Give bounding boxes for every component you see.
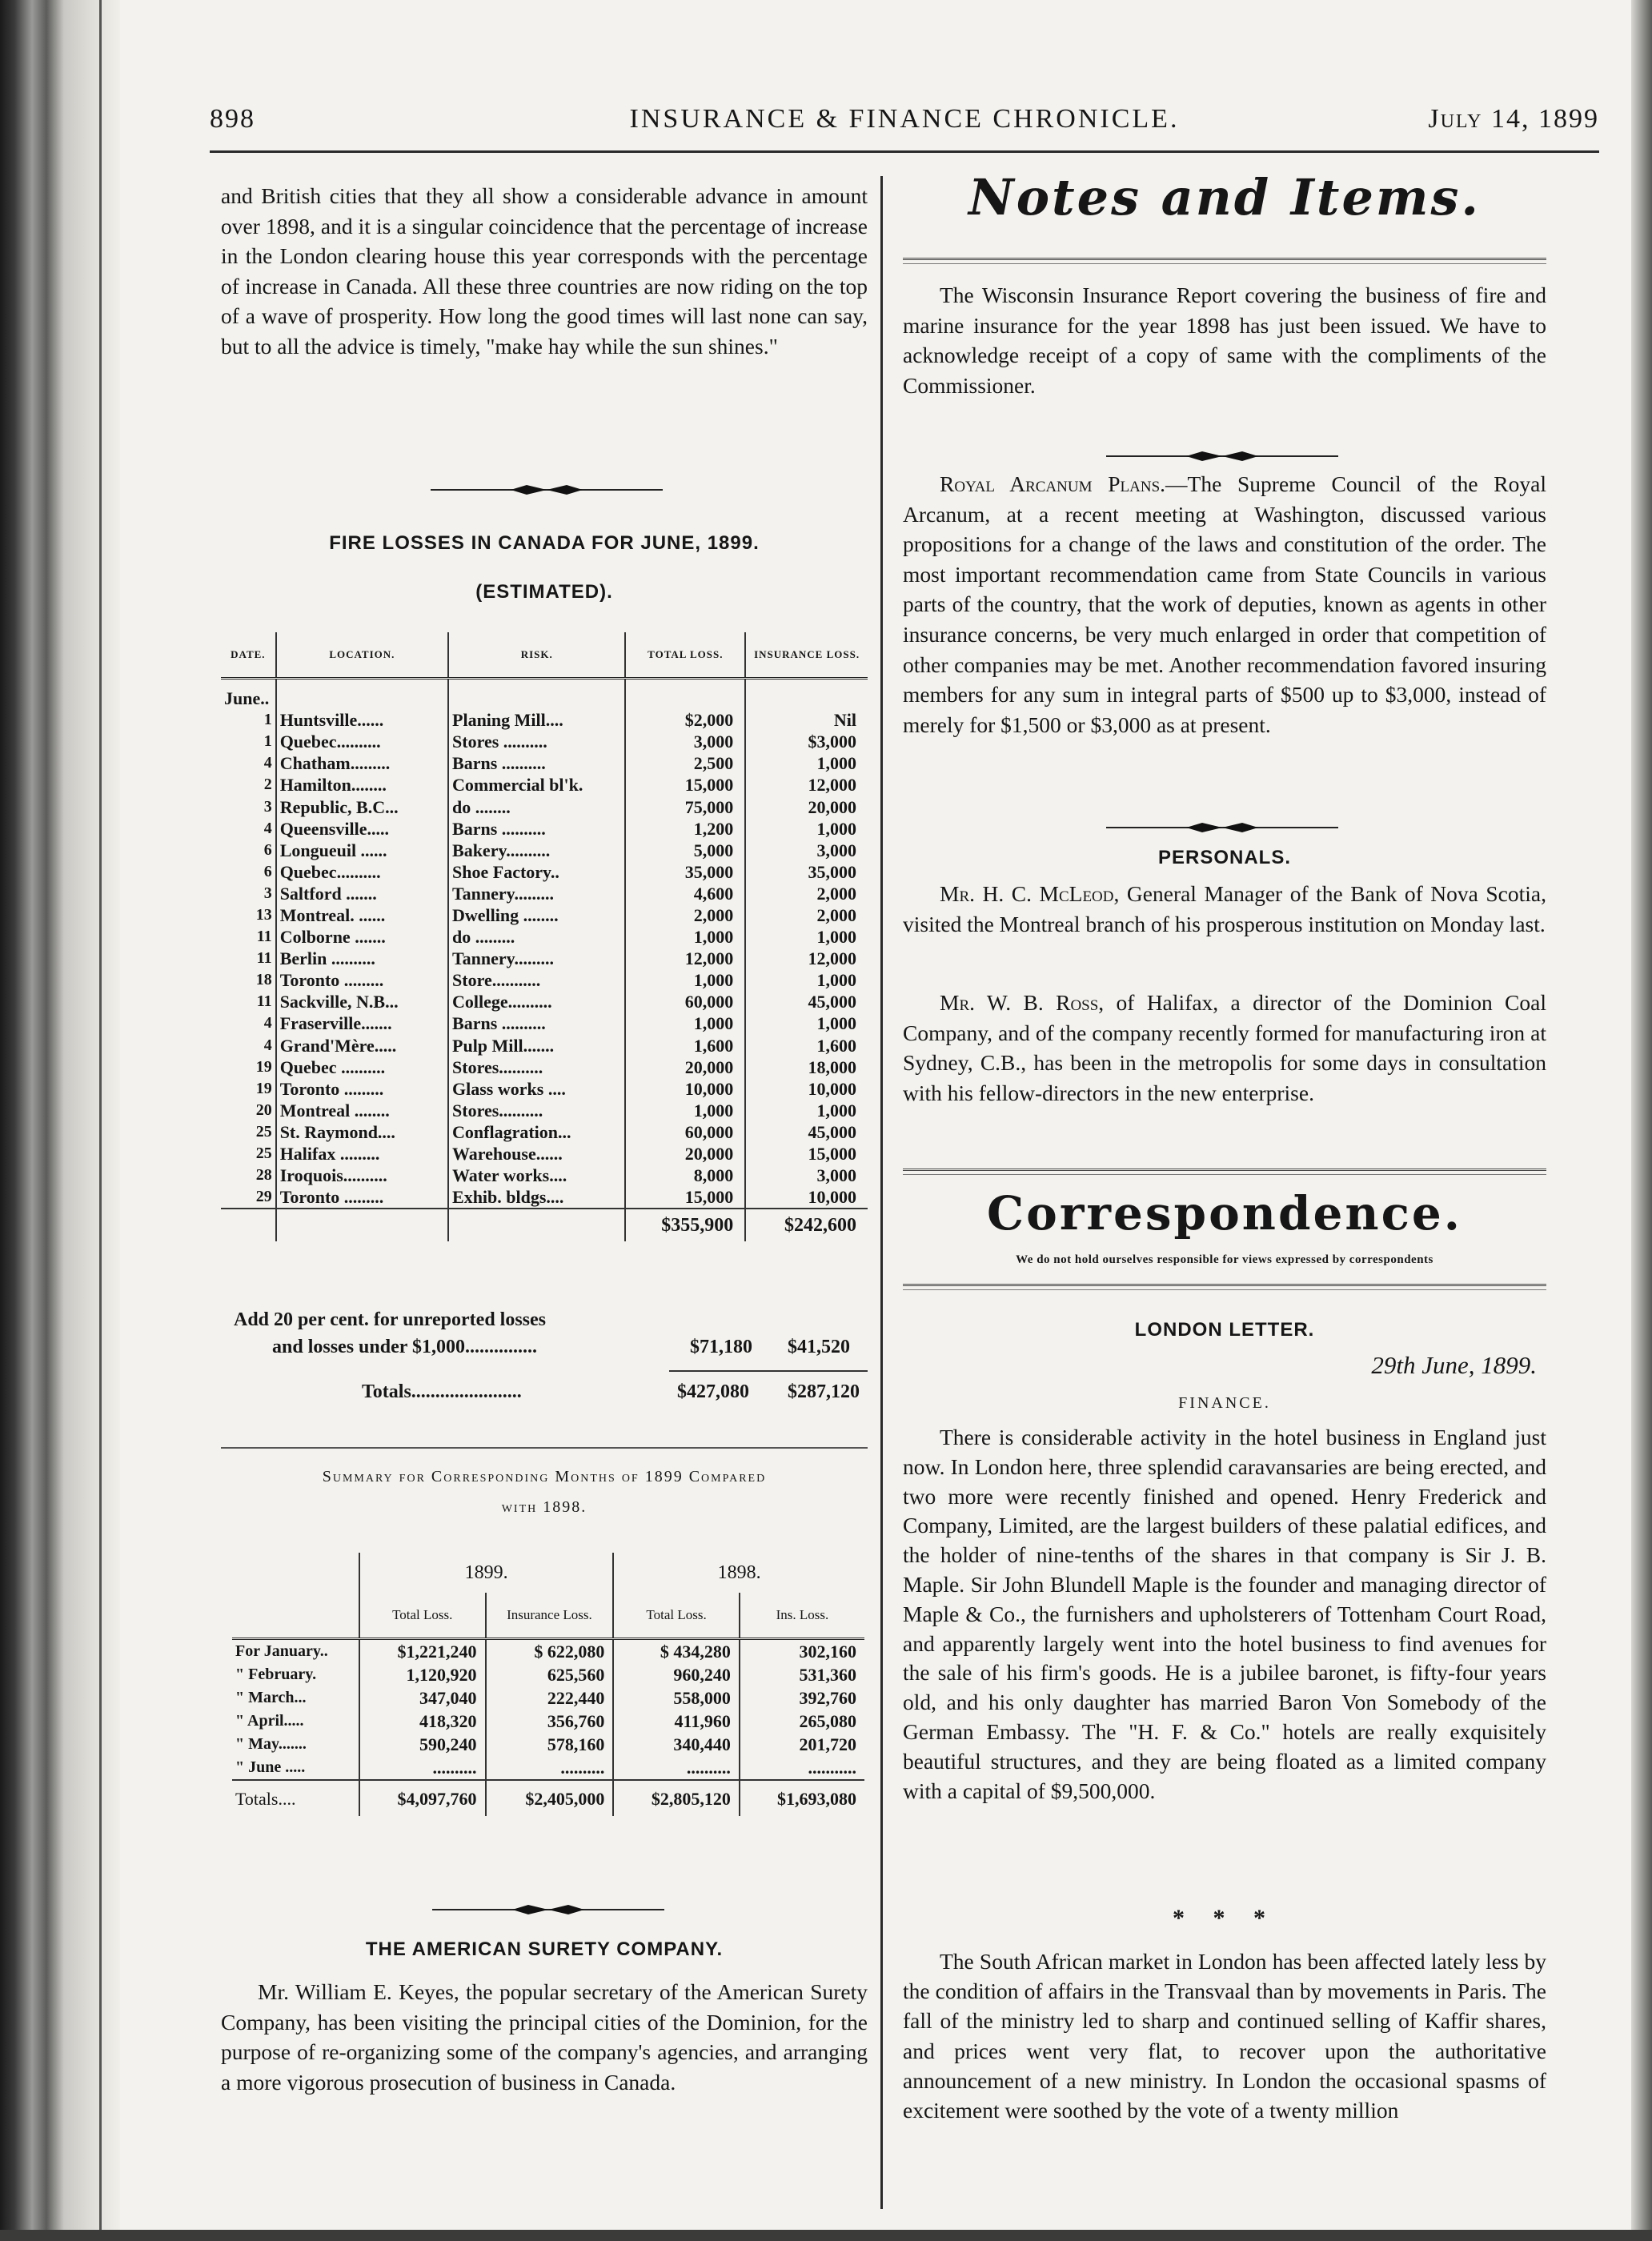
risk-cell: Commercial bl'k. [448, 774, 625, 796]
issue-date: July 14, 1899 [1428, 104, 1599, 134]
total-loss-cell: 1,000 [625, 926, 745, 948]
totals-rule [669, 1370, 868, 1372]
risk-cell: do ......... [448, 926, 625, 948]
ins-loss-1898-cell: 392,760 [799, 1688, 856, 1708]
ins-loss-1899-cell: 625,560 [486, 1663, 614, 1686]
risk-cell: Barns .......... [448, 752, 625, 774]
date-cell: 3 [221, 796, 276, 817]
sub-total-loss-1898: Total Loss. [613, 1593, 740, 1639]
risk-cell: Warehouse...... [448, 1143, 625, 1165]
table-row [221, 948, 868, 969]
location-cell: Republic, B.C... [276, 796, 448, 817]
fire-losses-table [221, 632, 868, 1241]
risk-cell: Conflagration... [448, 1121, 625, 1143]
total-loss-1899-cell: 418,320 [359, 1710, 486, 1733]
location-cell: Huntsville...... [276, 709, 448, 731]
arcanum-lead: Royal Arcanum Plans. [940, 471, 1166, 496]
ross-text: of Halifax, a director of the Dominion Coal Company, and of the company recently formed for manufacturing iron at Sydney, C.B., has been in the metropolis for some days in consultation with his fellow-directors in the new enterprise. [903, 990, 1546, 1105]
ins-loss-1898-cell: 531,360 [799, 1665, 856, 1685]
insurance-loss-cell: 3,000 [816, 840, 856, 860]
total-loss-1899-cell: 347,040 [359, 1686, 486, 1710]
table-row [221, 774, 868, 796]
date-cell: 6 [221, 861, 276, 883]
table-row [221, 1165, 868, 1186]
date-cell: 25 [221, 1121, 276, 1143]
col-date: DATE. [221, 632, 276, 679]
arcanum-paragraph [903, 469, 1546, 740]
ins-loss-1899-cell: 356,760 [486, 1710, 614, 1733]
heading-rule [903, 258, 1546, 264]
month-label: June.. [221, 679, 276, 710]
london-paragraph-1: There is considerable activity in the hotel business in England just now. In London here, three splendid caravansaries are being erected, and two more were recently finished and opened. Henry Frederick and Company, Limited, are the largest builders of these palatial edifices, and the holder of nine-tenths of the shares in that company is Sir J. B. Maple. Sir John Blundell Maple is the founder and managing director of Maple & Co., the furnishers and upholsterers of Tottenham Court Road, and apparently largely went into the hotel business to find avenues for the sale of his firm's goods. He is a jubilee baronet, is fifty-four years old, and his only daughter has married Baron Von Somebody of the German Embassy. The "H. F. & Co." hotels are really exquisitely beautiful structures, and they are being floated as a limited company with a capital of $9,500,000. [903, 1425, 1546, 1803]
date-cell: 4 [221, 818, 276, 840]
section-rule [903, 1169, 1546, 1175]
location-cell: Quebec .......... [276, 1056, 448, 1078]
summary-total-label: Totals.... [232, 1780, 359, 1816]
total-loss-1898-cell: 340,440 [613, 1733, 740, 1756]
table-row [221, 679, 868, 710]
summary-total-1899: $4,097,760 [359, 1780, 486, 1816]
table-row [221, 1121, 868, 1143]
total-loss-1898-cell: 960,240 [613, 1663, 740, 1686]
location-cell: Halifax ......... [276, 1143, 448, 1165]
risk-cell: Exhib. bldgs.... [448, 1186, 625, 1209]
total-loss-cell: 1,000 [625, 1012, 745, 1034]
location-cell: Longueuil ...... [276, 840, 448, 861]
risk-cell: Store........... [448, 969, 625, 991]
total-loss-cell: 20,000 [625, 1056, 745, 1078]
sub-insurance-loss-1899: Insurance Loss. [486, 1593, 614, 1639]
location-cell: Fraserville....... [276, 1012, 448, 1034]
add-note-line1: Add 20 per cent. for unreported losses [234, 1309, 546, 1330]
insurance-loss-cell: 45,000 [808, 992, 856, 1012]
total-loss-1899-cell: 590,240 [359, 1733, 486, 1756]
column-divider [880, 176, 883, 2209]
sub-total-loss-1899: Total Loss. [359, 1593, 486, 1639]
correspondence-heading: Correspondence. [987, 1186, 1462, 1241]
header-rule [210, 150, 1599, 153]
ins-loss-1898-cell: ........... [808, 1758, 856, 1778]
risk-cell: Barns .......... [448, 1012, 625, 1034]
totals-label: Totals....................... [362, 1381, 522, 1402]
insurance-loss-cell: 1,000 [816, 970, 856, 991]
total-loss-1899-cell: .......... [359, 1756, 486, 1780]
location-cell: Colborne ....... [276, 926, 448, 948]
total-loss-cell: 2,000 [625, 904, 745, 926]
ins-loss-1899-cell: 578,160 [486, 1733, 614, 1756]
table-row [221, 1056, 868, 1078]
london-letter-title: LONDON LETTER. [1134, 1319, 1315, 1341]
risk-cell: Barns .......... [448, 818, 625, 840]
total-loss-cell: 15,000 [625, 774, 745, 796]
surety-title: THE AMERICAN SURETY COMPANY. [365, 1938, 724, 1960]
total-loss-cell: 1,000 [625, 1100, 745, 1121]
col-risk: RISK. [448, 632, 625, 679]
risk-cell: Glass works .... [448, 1078, 625, 1100]
table-row [221, 926, 868, 948]
insurance-loss-cell: 12,000 [808, 948, 856, 969]
insurance-loss-cell: 18,000 [808, 1056, 856, 1077]
total-loss-cell: 15,000 [625, 1186, 745, 1209]
insurance-loss-cell: 1,600 [816, 1035, 856, 1056]
summary-row [232, 1733, 864, 1756]
table-row [221, 883, 868, 904]
date-cell: 2 [221, 774, 276, 796]
location-cell: Toronto ......... [276, 1186, 448, 1209]
personals-title: PERSONALS. [1157, 847, 1292, 868]
risk-cell: Stores.......... [448, 1056, 625, 1078]
ornament-divider [431, 482, 663, 498]
location-cell: Toronto ......... [276, 1078, 448, 1100]
total-loss-1898-cell: .......... [613, 1756, 740, 1780]
table-row [221, 1035, 868, 1056]
ins-loss-1898-cell: 265,080 [799, 1711, 856, 1731]
table-row [221, 861, 868, 883]
insurance-loss-cell: 1,000 [816, 818, 856, 839]
location-cell: Berlin .......... [276, 948, 448, 969]
correspondence-disclaimer: We do not hold ourselves responsible for views expressed by correspondents [1016, 1253, 1433, 1266]
section-rule [903, 1284, 1546, 1290]
wisconsin-paragraph: The Wisconsin Insurance Report covering the business of fire and marine insurance for the year 1898 has just been issued. We have to acknowledge receipt of a copy of same with the compliments of the Commissioner. [903, 283, 1546, 398]
date-cell: 4 [221, 1012, 276, 1034]
location-cell: Quebec.......... [276, 861, 448, 883]
risk-cell: Planing Mill.... [448, 709, 625, 731]
table-row [221, 752, 868, 774]
notes-heading: Notes and Items. [968, 168, 1481, 227]
risk-cell: Stores.......... [448, 1100, 625, 1121]
fire-losses-title: FIRE LOSSES IN CANADA FOR JUNE, 1899. [329, 532, 760, 554]
location-cell: Hamilton........ [276, 774, 448, 796]
fire-losses-subtitle: (ESTIMATED). [475, 581, 613, 603]
london-paragraph-2: The South African market in London has been affected lately less by the condition of affairs in the Transvaal than by movements in Paris. The fall of the ministry led to sharp and continued selling of Kaffir shares, and prices went very flat, to recover upon the authoritative announcement of a new ministry. In London the occasional spasms of excitement were soothed by the vote of a twenty million [903, 1949, 1546, 2123]
col-total-loss: TOTAL LOSS. [625, 632, 745, 679]
date-cell: 11 [221, 926, 276, 948]
table-row [221, 1078, 868, 1100]
insurance-loss-cell: 1,000 [816, 1013, 856, 1034]
location-cell: Montreal. ...... [276, 904, 448, 926]
risk-cell: Tannery......... [448, 948, 625, 969]
summary-row [232, 1663, 864, 1686]
ins-loss-1899-cell: .......... [486, 1756, 614, 1780]
month-cell: " February. [232, 1663, 359, 1686]
insurance-loss-cell: 10,000 [808, 1187, 856, 1208]
date-cell: 4 [221, 752, 276, 774]
total-loss-cell: 1,000 [625, 969, 745, 991]
insurance-loss-cell: 35,000 [808, 861, 856, 882]
date-cell: 1 [221, 709, 276, 731]
summary-row [232, 1639, 864, 1664]
spine-rule [99, 0, 102, 2241]
summary-row [232, 1686, 864, 1710]
location-cell: Quebec.......... [276, 731, 448, 752]
risk-cell: Dwelling ........ [448, 904, 625, 926]
table-row [221, 818, 868, 840]
location-cell: Saltford ....... [276, 883, 448, 904]
location-cell: Sackville, N.B... [276, 991, 448, 1012]
table-total-row [221, 1209, 868, 1241]
summary-row [232, 1710, 864, 1733]
total-loss-cell: 12,000 [625, 948, 745, 969]
table-row [221, 991, 868, 1012]
personal-mcleod [903, 879, 1546, 939]
table-row [221, 1186, 868, 1209]
section-rule [221, 1447, 868, 1449]
insurance-loss-cell: 15,000 [808, 1144, 856, 1165]
running-head [210, 104, 1599, 144]
col-location: LOCATION. [276, 632, 448, 679]
location-cell: Toronto ......... [276, 969, 448, 991]
summary-total-1898: $2,805,120 [613, 1780, 740, 1816]
insurance-loss-cell: 2,000 [816, 904, 856, 925]
page-bottom-edge [0, 2230, 1652, 2241]
asterism-divider: * * * [1173, 1905, 1277, 1931]
personal-ross [903, 988, 1546, 1108]
summary-row [232, 1756, 864, 1780]
london-letter-date: 29th June, 1899. [1371, 1351, 1537, 1379]
insurance-loss-sum: $242,600 [745, 1209, 868, 1241]
insurance-loss-cell: Nil [833, 710, 856, 731]
col-insurance-loss: INSURANCE LOSS. [745, 632, 868, 679]
risk-cell: College.......... [448, 991, 625, 1012]
date-cell: 25 [221, 1143, 276, 1165]
date-cell: 6 [221, 840, 276, 861]
total-loss-cell: 1,200 [625, 818, 745, 840]
total-loss-cell: 3,000 [625, 731, 745, 752]
month-cell: For January.. [232, 1639, 359, 1664]
ornament-divider [1106, 820, 1338, 836]
summary-ins-1899: $2,405,000 [486, 1780, 614, 1816]
ornament-divider [432, 1902, 664, 1918]
risk-cell: Shoe Factory.. [448, 861, 625, 883]
insurance-loss-cell: 1,000 [816, 753, 856, 774]
insurance-loss-cell: 12,000 [808, 775, 856, 796]
intro-paragraph: and British cities that they all show a considerable advance in amount over 1898, and it is a singular coincidence that the percentage of increase in the London clearing house this year corresponds with the percentage of increase in Canada. All these three countries are now riding on the top of a wave of prosperity. How long the good times will last none can say, but to all the advice is timely, "make hay while the sun shines." [221, 183, 868, 359]
table-row [221, 1100, 868, 1121]
journal-title: INSURANCE & FINANCE CHRONICLE. [629, 104, 1180, 134]
summary-title-line1: Summary for Corresponding Months of 1899 Compared [322, 1468, 767, 1485]
insurance-loss-cell: 2,000 [816, 883, 856, 904]
insurance-loss-cell: 3,000 [816, 1165, 856, 1186]
table-row [221, 709, 868, 731]
sub-ins-loss-1898: Ins. Loss. [740, 1593, 864, 1639]
total-loss-cell: 35,000 [625, 861, 745, 883]
finance-subhead: FINANCE. [1178, 1394, 1271, 1412]
mcleod-name: Mr. H. C. McLeod, [940, 881, 1120, 906]
binding-spine [0, 0, 120, 2241]
insurance-loss-cell: $3,000 [808, 732, 856, 752]
total-loss-cell: 75,000 [625, 796, 745, 817]
date-cell: 11 [221, 991, 276, 1012]
ins-loss-1899-cell: $ 622,080 [486, 1639, 614, 1664]
risk-cell: Stores .......... [448, 731, 625, 752]
insurance-loss-cell: 20,000 [808, 796, 856, 817]
location-cell: St. Raymond.... [276, 1121, 448, 1143]
ins-loss-1899-cell: 222,440 [486, 1686, 614, 1710]
month-cell: " April..... [232, 1710, 359, 1733]
total-loss-1898-cell: $ 434,280 [613, 1639, 740, 1664]
location-cell: Grand'Mère..... [276, 1035, 448, 1056]
table-row [221, 1143, 868, 1165]
table-row [221, 731, 868, 752]
date-cell: 3 [221, 883, 276, 904]
date-cell: 20 [221, 1100, 276, 1121]
grand-insurance-loss: $287,120 [788, 1381, 860, 1402]
insurance-loss-cell: 10,000 [808, 1078, 856, 1099]
total-loss-cell: 20,000 [625, 1143, 745, 1165]
table-row [221, 840, 868, 861]
date-cell: 13 [221, 904, 276, 926]
year-1898-header: 1898. [717, 1561, 761, 1583]
summary-total-row [232, 1780, 864, 1816]
total-loss-cell: $2,000 [625, 709, 745, 731]
total-loss-cell: 5,000 [625, 840, 745, 861]
grand-total-loss: $427,080 [677, 1381, 749, 1402]
add-insurance-loss: $41,520 [788, 1337, 850, 1357]
page-edge-shadow [1631, 0, 1652, 2241]
surety-paragraph: Mr. William E. Keyes, the popular secretary of the American Surety Company, has been visiting the principal cities of the Dominion, for the purpose of re-organizing some of the company's agencies, and arranging a more vigorous prosecution of business in Canada. [221, 1979, 868, 2095]
ins-loss-1898-cell: 302,160 [799, 1642, 856, 1662]
risk-cell: Bakery.......... [448, 840, 625, 861]
date-cell: 4 [221, 1035, 276, 1056]
date-cell: 19 [221, 1078, 276, 1100]
total-loss-cell: 2,500 [625, 752, 745, 774]
total-loss-cell: 60,000 [625, 991, 745, 1012]
risk-cell: do ........ [448, 796, 625, 817]
arcanum-text: —The Supreme Council of the Royal Arcanum, at a recent meeting at Washington, discussed various propositions for a change of the laws and constitution of the order. The most important recommendation came from State Councils in various parts of the country, that the work of deputies, known as agents in other insurance concerns, be very much enlarged in order that competition of other companies may be met. Another recommendation favored insuring members for any sum in integral parts of $500 up to $3,000, instead of merely for $1,500 or $3,000 as at present. [903, 471, 1546, 737]
total-loss-cell: 4,600 [625, 883, 745, 904]
total-loss-cell: 60,000 [625, 1121, 745, 1143]
add-total-loss: $71,180 [690, 1337, 752, 1357]
risk-cell: Pulp Mill....... [448, 1035, 625, 1056]
mcleod-text: General Manager of the Bank of Nova Scotia, visited the Montreal branch of his prosperous institution on Monday last. [903, 881, 1546, 936]
date-cell: 11 [221, 948, 276, 969]
month-cell: " June ..... [232, 1756, 359, 1780]
table-row [221, 904, 868, 926]
risk-cell: Water works.... [448, 1165, 625, 1186]
month-cell: " May....... [232, 1733, 359, 1756]
ross-name: Mr. W. B. Ross, [940, 990, 1105, 1015]
location-cell: Iroquois.......... [276, 1165, 448, 1186]
location-cell: Chatham......... [276, 752, 448, 774]
location-cell: Montreal ........ [276, 1100, 448, 1121]
insurance-loss-cell: 1,000 [816, 927, 856, 948]
date-cell: 19 [221, 1056, 276, 1078]
location-cell: Queensville..... [276, 818, 448, 840]
total-loss-cell: 1,600 [625, 1035, 745, 1056]
total-loss-1899-cell: $1,221,240 [359, 1639, 486, 1664]
total-loss-cell: 8,000 [625, 1165, 745, 1186]
summary-table [232, 1553, 864, 1816]
summary-title-line2: with 1898. [501, 1498, 587, 1516]
risk-cell: Tannery......... [448, 883, 625, 904]
date-cell: 28 [221, 1165, 276, 1186]
insurance-loss-cell: 45,000 [808, 1121, 856, 1142]
date-cell: 29 [221, 1186, 276, 1209]
date-cell: 18 [221, 969, 276, 991]
table-row [221, 796, 868, 817]
total-loss-sum: $355,900 [625, 1209, 745, 1241]
summary-ins-1898: $1,693,080 [740, 1780, 864, 1816]
month-cell: " March... [232, 1686, 359, 1710]
date-cell: 1 [221, 731, 276, 752]
year-1899-header: 1899. [359, 1553, 613, 1593]
total-loss-cell: 10,000 [625, 1078, 745, 1100]
ornament-divider [1106, 448, 1338, 464]
insurance-loss-cell: 1,000 [816, 1100, 856, 1120]
total-loss-1899-cell: 1,120,920 [359, 1663, 486, 1686]
total-loss-1898-cell: 558,000 [613, 1686, 740, 1710]
table-row [221, 969, 868, 991]
ins-loss-1898-cell: 201,720 [799, 1734, 856, 1754]
table-row [221, 1012, 868, 1034]
total-loss-1898-cell: 411,960 [613, 1710, 740, 1733]
add-note-line2: and losses under $1,000............... [272, 1337, 537, 1357]
page-number: 898 [210, 104, 255, 134]
